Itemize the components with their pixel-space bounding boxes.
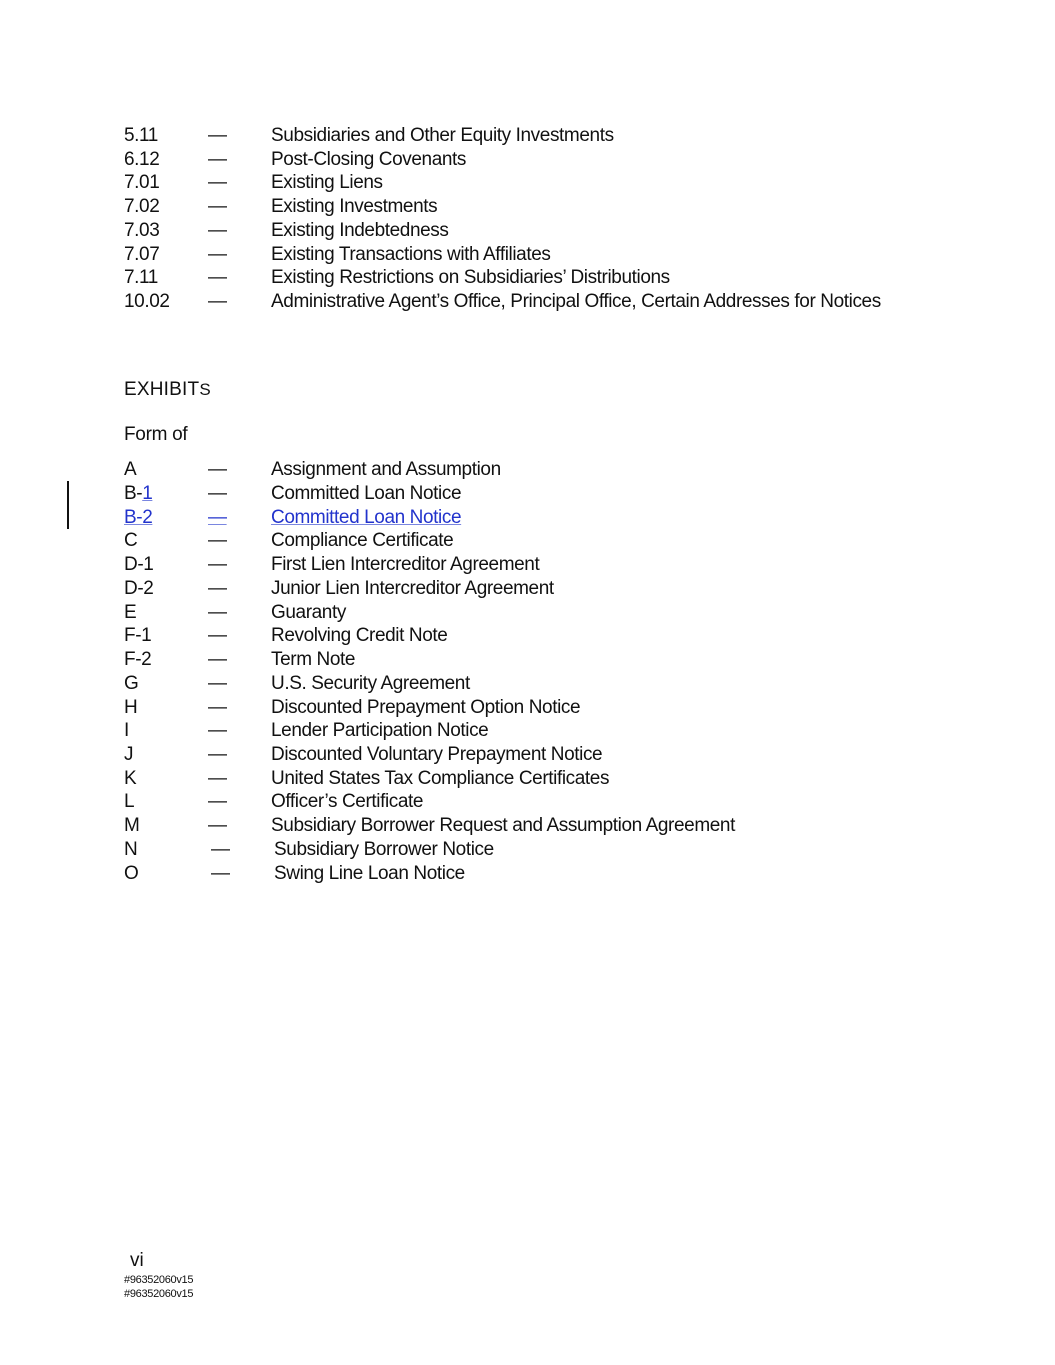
exhibit-letter (124, 482, 152, 506)
schedule-number: 7.07 (124, 244, 160, 265)
schedule-title: Post-Closing Covenants (271, 149, 467, 170)
exhibit-title: U.S. Security Agreement (271, 673, 470, 694)
em-dash: — (208, 578, 227, 599)
exhibit-letter-prefix: B- (124, 483, 143, 504)
exhibit-title: Guaranty (271, 602, 346, 623)
schedule-title: Existing Liens (271, 172, 383, 193)
em-dash: — (208, 554, 227, 575)
exhibit-letter: D-1 (124, 554, 154, 575)
exhibit-letter: A (124, 459, 137, 480)
exhibit-letter: N (124, 839, 138, 860)
em-dash: — (208, 815, 227, 836)
schedule-title: Subsidiaries and Other Equity Investments (271, 125, 614, 146)
exhibit-letter: F-2 (124, 649, 152, 670)
exhibit-title: Discounted Prepayment Option Notice (271, 697, 581, 718)
em-dash: — (211, 863, 230, 884)
em-dash: — (208, 172, 227, 193)
exhibit-title: Compliance Certificate (271, 530, 454, 551)
em-dash: — (208, 697, 227, 718)
exhibit-title: Subsidiary Borrower Request and Assumption Agreement (271, 815, 735, 836)
em-dash: — (208, 291, 227, 312)
exhibit-letter: F-1 (124, 625, 152, 646)
exhibit-letter: J (124, 744, 134, 765)
em-dash: — (208, 530, 227, 551)
document-id: #96352060v15 (124, 1288, 194, 1300)
schedule-number: 5.11 (124, 125, 158, 146)
schedule-title: Existing Restrictions on Subsidiaries’ Distributions (271, 267, 670, 288)
schedule-number: 7.01 (124, 172, 160, 193)
exhibit-title: Swing Line Loan Notice (274, 863, 465, 884)
exhibit-title: Term Note (271, 649, 356, 670)
em-dash: — (208, 625, 227, 646)
page-number: vi (130, 1250, 144, 1271)
exhibit-letter: B-2 (124, 507, 153, 528)
schedule-number: 7.11 (124, 267, 158, 288)
exhibit-title: Committed Loan Notice (271, 483, 462, 504)
form-of-label: Form of (124, 424, 188, 445)
em-dash: — (208, 149, 227, 170)
exhibit-title: Subsidiary Borrower Notice (274, 839, 494, 860)
exhibit-letter: M (124, 815, 140, 836)
em-dash: — (208, 220, 227, 241)
exhibit-letter: C (124, 530, 138, 551)
exhibits-heading-tail: S (199, 380, 211, 399)
exhibits-heading-main: EXHIBIT (124, 379, 200, 400)
schedule-number: 10.02 (124, 291, 170, 312)
exhibit-letter: K (124, 768, 137, 789)
em-dash: — (208, 649, 227, 670)
exhibit-title: Discounted Voluntary Prepayment Notice (271, 744, 603, 765)
revision-change-bar (67, 481, 69, 529)
em-dash: — (208, 791, 227, 812)
em-dash: — (208, 267, 227, 288)
exhibit-letter: I (124, 720, 129, 741)
exhibit-title: Officer’s Certificate (271, 791, 424, 812)
em-dash: — (208, 720, 227, 741)
em-dash: — (208, 768, 227, 789)
exhibit-letter: O (124, 863, 139, 884)
exhibit-title: United States Tax Compliance Certificates (271, 768, 610, 789)
exhibit-letter: G (124, 673, 139, 694)
em-dash: — (208, 602, 227, 623)
em-dash: — (208, 459, 227, 480)
em-dash: — (208, 483, 227, 504)
em-dash: — (208, 244, 227, 265)
schedule-title: Existing Transactions with Affiliates (271, 244, 551, 265)
document-id: #96352060v15 (124, 1274, 194, 1286)
inserted-revision-text: 1 (142, 483, 153, 504)
em-dash: — (208, 196, 227, 217)
schedule-title: Administrative Agent’s Office, Principal Office, Certain Addresses for Notices (271, 291, 881, 312)
exhibit-title: Lender Participation Notice (271, 720, 489, 741)
em-dash: — (208, 744, 227, 765)
em-dash: — (208, 125, 227, 146)
exhibit-title: Junior Lien Intercreditor Agreement (271, 578, 554, 599)
schedule-number: 7.03 (124, 220, 160, 241)
exhibit-title: First Lien Intercreditor Agreement (271, 554, 540, 575)
schedule-number: 6.12 (124, 149, 160, 170)
exhibit-title: Committed Loan Notice (271, 507, 462, 528)
exhibits-heading (124, 379, 211, 401)
exhibit-title: Assignment and Assumption (271, 459, 501, 480)
em-dash: — (208, 507, 227, 528)
em-dash: — (208, 673, 227, 694)
schedule-number: 7.02 (124, 196, 160, 217)
exhibit-letter: D-2 (124, 578, 154, 599)
exhibit-title: Revolving Credit Note (271, 625, 448, 646)
exhibit-letter: H (124, 697, 138, 718)
exhibit-letter: L (124, 791, 135, 812)
schedule-title: Existing Indebtedness (271, 220, 449, 241)
schedule-title: Existing Investments (271, 196, 438, 217)
em-dash: — (211, 839, 230, 860)
exhibit-letter: E (124, 602, 137, 623)
